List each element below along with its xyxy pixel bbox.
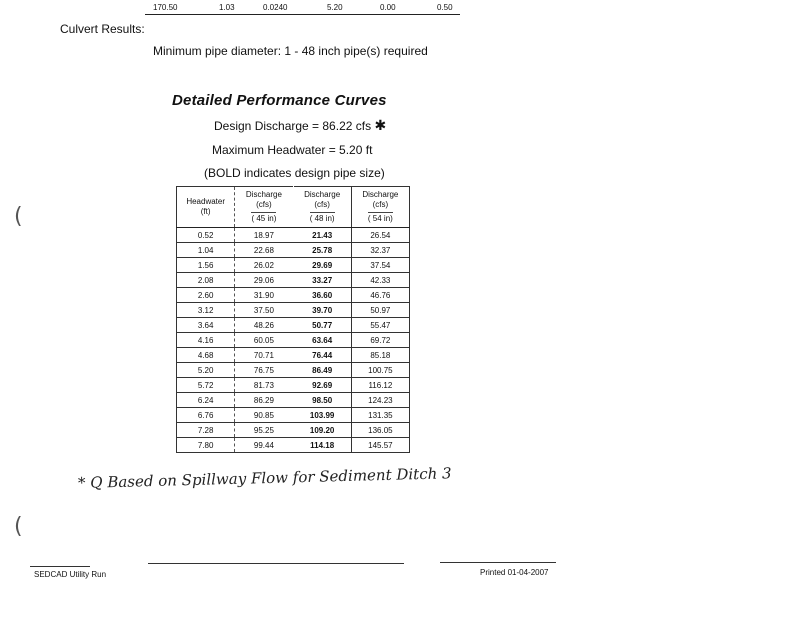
table-cell: 29.06 [235, 273, 293, 288]
table-cell: 26.54 [351, 228, 409, 243]
column-header-discharge-54 [351, 187, 409, 228]
design-discharge-line [214, 118, 386, 134]
table-cell: 3.64 [177, 318, 235, 333]
column-header-size: ( 48 in) [309, 214, 335, 223]
margin-mark: ( [14, 204, 23, 229]
table-cell: 124.23 [351, 393, 409, 408]
previous-table-row [145, 0, 465, 14]
table-cell: 2.60 [177, 288, 235, 303]
table-row [177, 288, 410, 303]
column-header-label: Discharge [304, 190, 341, 199]
table-row [177, 318, 410, 333]
table-cell: 50.97 [351, 303, 409, 318]
footer-right-text: Printed 01-04-2007 [480, 568, 549, 577]
table-cell: 81.73 [235, 378, 293, 393]
table-row [177, 258, 410, 273]
table-cell: 136.05 [351, 423, 409, 438]
table-cell: 4.68 [177, 348, 235, 363]
table-cell: 76.75 [235, 363, 293, 378]
table-cell: 99.44 [235, 438, 293, 453]
table-row [177, 423, 410, 438]
minimum-pipe-diameter: Minimum pipe diameter: 1 - 48 inch pipe(s) required [153, 44, 428, 58]
table-cell: 7.80 [177, 438, 235, 453]
table-cell: 31.90 [235, 288, 293, 303]
prev-cell: 0.0240 [263, 3, 288, 12]
table-cell: 5.20 [177, 363, 235, 378]
table-row [177, 228, 410, 243]
table-row [177, 273, 410, 288]
table-cell: 36.60 [293, 288, 351, 303]
column-header-headwater [177, 187, 235, 228]
table-cell: 70.71 [235, 348, 293, 363]
performance-curves-title: Detailed Performance Curves [172, 92, 387, 109]
asterisk-mark-icon: ✱ [374, 118, 387, 134]
table-cell: 6.24 [177, 393, 235, 408]
table-cell: 46.76 [351, 288, 409, 303]
table-row [177, 393, 410, 408]
table-row [177, 333, 410, 348]
table-cell: 69.72 [351, 333, 409, 348]
prev-cell: 5.20 [327, 3, 343, 12]
prev-cell: 0.00 [380, 3, 396, 12]
culvert-results-label: Culvert Results: [60, 22, 145, 36]
table-cell: 7.28 [177, 423, 235, 438]
design-discharge: Design Discharge = 86.22 cfs [214, 119, 372, 133]
table-cell: 22.68 [235, 243, 293, 258]
prev-cell: 170.50 [153, 3, 178, 12]
column-header-label: Discharge [245, 190, 282, 199]
table-cell: 116.12 [351, 378, 409, 393]
table-row [177, 438, 410, 453]
column-header-unit: (cfs) [314, 200, 330, 209]
performance-table [176, 186, 410, 453]
column-header-discharge-48 [293, 187, 351, 228]
column-header-discharge-45 [235, 187, 293, 228]
table-cell: 131.35 [351, 408, 409, 423]
table-cell: 95.25 [235, 423, 293, 438]
table-cell: 3.12 [177, 303, 235, 318]
footer-rule-center [148, 563, 404, 564]
table-row [177, 243, 410, 258]
table-cell: 21.43 [293, 228, 351, 243]
margin-mark: ( [14, 514, 23, 539]
table-cell: 98.50 [293, 393, 351, 408]
table-cell: 37.54 [351, 258, 409, 273]
table-cell: 42.33 [351, 273, 409, 288]
table-cell: 1.56 [177, 258, 235, 273]
table-cell: 50.77 [293, 318, 351, 333]
table-cell: 60.05 [235, 333, 293, 348]
previous-table-rule [145, 14, 460, 15]
table-cell: 33.27 [293, 273, 351, 288]
footer-rule-left [30, 566, 90, 567]
table-cell: 90.85 [235, 408, 293, 423]
column-header-unit: (cfs) [256, 200, 272, 209]
bold-note: (BOLD indicates design pipe size) [204, 166, 385, 180]
column-header-unit: (cfs) [372, 200, 389, 209]
table-row [177, 408, 410, 423]
table-cell: 6.76 [177, 408, 235, 423]
table-cell: 85.18 [351, 348, 409, 363]
column-header-label: Discharge [362, 190, 399, 199]
table-cell: 114.18 [293, 438, 351, 453]
table-cell: 0.52 [177, 228, 235, 243]
table-cell: 76.44 [293, 348, 351, 363]
column-header-size: ( 45 in) [251, 214, 277, 223]
column-header-label: Headwater [186, 197, 225, 206]
table-cell: 103.99 [293, 408, 351, 423]
table-cell: 145.57 [351, 438, 409, 453]
table-cell: 92.69 [293, 378, 351, 393]
table-cell: 4.16 [177, 333, 235, 348]
handwritten-note: * Q Based on Spillway Flow for Sediment Ditch 3 [77, 464, 452, 492]
prev-cell: 0.50 [437, 3, 453, 12]
table-cell: 109.20 [293, 423, 351, 438]
table-cell: 32.37 [351, 243, 409, 258]
table-cell: 37.50 [235, 303, 293, 318]
table-cell: 55.47 [351, 318, 409, 333]
table-cell: 18.97 [235, 228, 293, 243]
table-cell: 86.29 [235, 393, 293, 408]
maximum-headwater: Maximum Headwater = 5.20 ft [212, 143, 373, 157]
column-header-unit: (ft) [200, 207, 211, 216]
table-cell: 5.72 [177, 378, 235, 393]
prev-cell: 1.03 [219, 3, 235, 12]
table-cell: 100.75 [351, 363, 409, 378]
table-cell: 39.70 [293, 303, 351, 318]
table-cell: 25.78 [293, 243, 351, 258]
table-cell: 2.08 [177, 273, 235, 288]
table-header-row [177, 187, 410, 228]
footer-rule-right [440, 562, 556, 563]
table-cell: 26.02 [235, 258, 293, 273]
column-header-size: ( 54 in) [367, 214, 393, 223]
table-cell: 48.26 [235, 318, 293, 333]
table-cell: 86.49 [293, 363, 351, 378]
table-row [177, 303, 410, 318]
footer-left-text: SEDCAD Utility Run [34, 570, 107, 579]
table-cell: 29.69 [293, 258, 351, 273]
table-cell: 1.04 [177, 243, 235, 258]
table-cell: 63.64 [293, 333, 351, 348]
table-row [177, 348, 410, 363]
table-row [177, 378, 410, 393]
table-row [177, 363, 410, 378]
